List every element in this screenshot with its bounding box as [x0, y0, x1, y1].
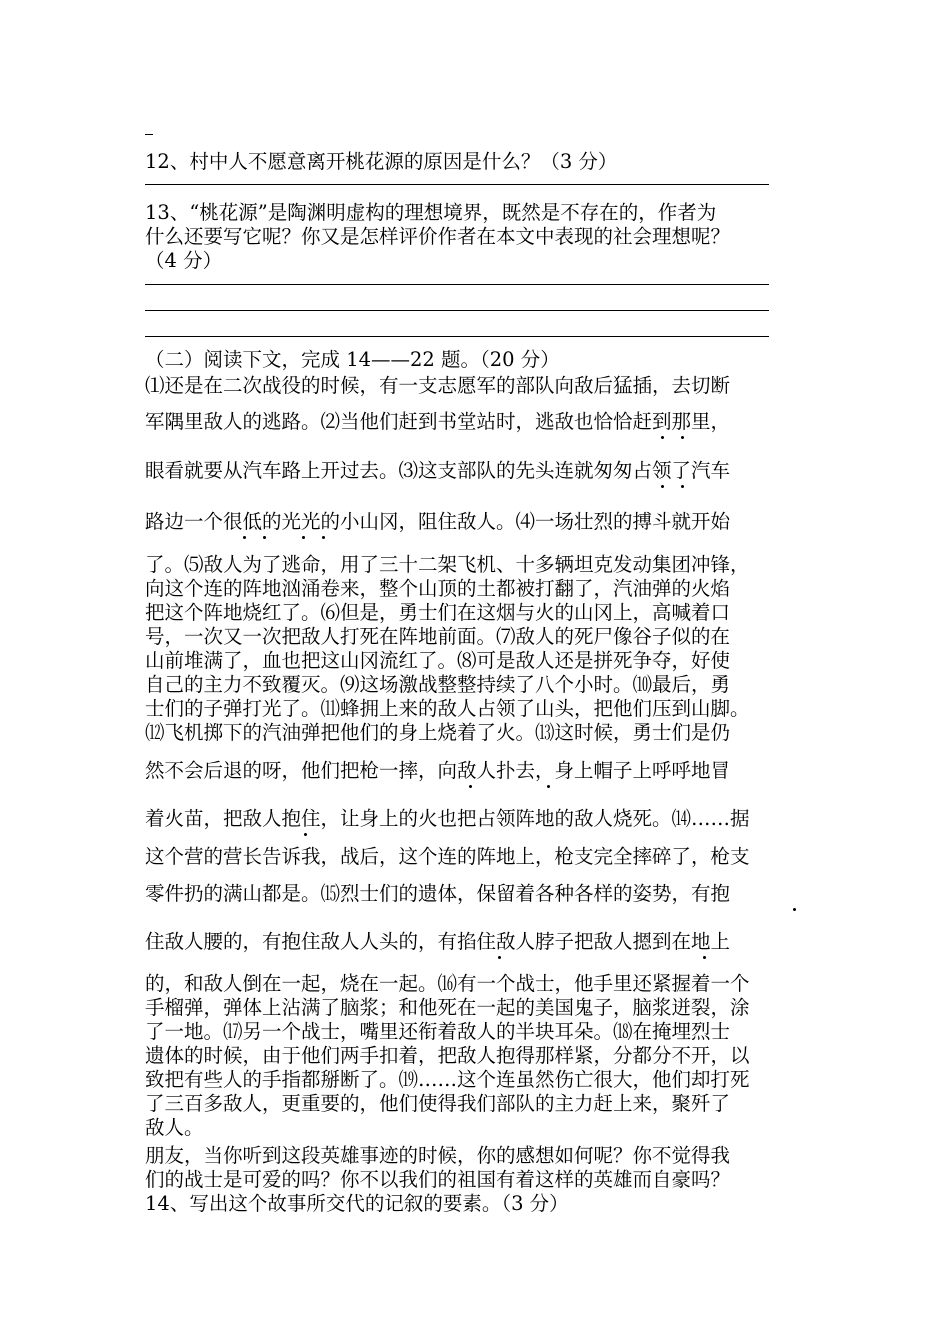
- emphasis-dot: [243, 536, 246, 539]
- passage-line: 朋友，当你听到这段英雄事迹的时候，你的感想如何呢？你不觉得我: [145, 1144, 731, 1167]
- passage-line: 的，和敌人倒在一起，烧在一起。⒃有一个战士，他手里还紧握着一个: [145, 972, 750, 995]
- emphasis-dot: [322, 536, 325, 539]
- answer-line-q13-3[interactable]: [145, 336, 769, 337]
- passage-line: 了三百多敌人，更重要的，他们使得我们部队的主力赶上来，聚歼了: [145, 1092, 731, 1115]
- answer-line-q13-1[interactable]: [145, 284, 769, 285]
- question-14: 14、写出这个故事所交代的记叙的要素。（3 分）: [145, 1192, 569, 1215]
- passage-line: 遗体的时候，由于他们两手扣着，把敌人抱得那样紧，分都分不开，以: [145, 1044, 750, 1067]
- question-12: 12、村中人不愿意离开桃花源的原因是什么？（3 分）: [145, 150, 618, 173]
- passage-line: 路边一个很低的光光的小山冈，阻住敌人。⑷一场壮烈的搏斗就开始: [145, 510, 731, 533]
- passage-line: 士们的子弹打光了。⑾蜂拥上来的敌人占领了山头，把他们压到山脚。: [145, 697, 750, 720]
- passage-line: 了。⑸敌人为了逃命，用了三十二架飞机、十多辆坦克发动集团冲锋，: [145, 553, 750, 576]
- passage-line: 军隅里敌人的逃路。⑵当他们赶到书堂站时，逃敌也恰恰赶到那里，: [145, 410, 731, 433]
- emphasis-dot: [263, 536, 266, 539]
- emphasis-dot: [469, 785, 472, 788]
- passage-line: 了一地。⒄另一个战士，嘴里还衔着敌人的半块耳朵。⒅在掩埋烈士: [145, 1020, 731, 1043]
- passage-line: 眼看就要从汽车路上开过去。⑶这支部队的先头连就匆匆占领了汽车: [145, 459, 731, 482]
- passage-line: 致把有些人的手指都掰断了。⒆……这个连虽然伤亡很大，他们却打死: [145, 1068, 750, 1091]
- passage-line: 住敌人腰的，有抱住敌人人头的，有掐住敌人脖子把敌人摁到在地上: [145, 930, 731, 953]
- emphasis-dot: [793, 908, 796, 911]
- emphasis-dot: [302, 536, 305, 539]
- passage-line: ⑴还是在二次战役的时候，有一支志愿军的部队向敌后猛插，去切断: [145, 374, 731, 397]
- emphasis-dot: [681, 436, 684, 439]
- question-13-line-2: 什么还要写它呢？你又是怎样评价作者在本文中表现的社会理想呢？: [145, 225, 731, 248]
- passage-line: 山前堆满了，血也把这山冈流红了。⑻可是敌人还是拼死争夺，好使: [145, 649, 731, 672]
- passage-line: ⑿飞机掷下的汽油弹把他们的身上烧着了火。⒀这时候，勇士们是仍: [145, 721, 731, 744]
- passage-line: 把这个阵地烧红了。⑹但是，勇士们在这烟与火的山冈上，高喊着口: [145, 601, 731, 624]
- emphasis-dot: [304, 833, 307, 836]
- passage-line: 然不会后退的呀，他们把枪一摔，向敌人扑去，身上帽子上呼呼地冒: [145, 759, 731, 782]
- emphasis-dot: [703, 956, 706, 959]
- answer-line-q13-2[interactable]: [145, 310, 769, 311]
- section-2-heading: （二）阅读下文，完成 14——22 题。（20 分）: [145, 348, 560, 371]
- passage-line: 零件扔的满山都是。⒂烈士们的遗体，保留着各种各样的姿势，有抱: [145, 882, 731, 905]
- passage-line: 着火苗，把敌人抱住，让身上的火也把占领阵地的敌人烧死。⒁……据: [145, 807, 750, 830]
- passage-line: 们的战士是可爱的吗？你不以我们的祖国有着这样的英雄而自豪吗？: [145, 1168, 731, 1191]
- answer-line-fragment: [145, 134, 153, 135]
- emphasis-dot: [661, 485, 664, 488]
- passage-line: 自己的主力不致覆灭。⑼这场激战整整持续了八个小时。⑽最后，勇: [145, 673, 731, 696]
- emphasis-dot: [681, 485, 684, 488]
- emphasis-dot: [547, 785, 550, 788]
- emphasis-dot: [661, 436, 664, 439]
- passage-line: 手榴弹，弹体上沾满了脑浆；和他死在一起的美国鬼子，脑浆迸裂，涂: [145, 996, 750, 1019]
- question-13-line-3: （4 分）: [145, 249, 223, 272]
- passage-line: 这个营的营长告诉我，战后，这个连的阵地上，枪支完全摔碎了，枪支: [145, 845, 750, 868]
- answer-line-q12[interactable]: [145, 184, 769, 185]
- passage-line: 敌人。: [145, 1116, 204, 1139]
- question-13-line-1: 13、“桃花源”是陶渊明虚构的理想境界，既然是不存在的，作者为: [145, 201, 717, 224]
- passage-line: 号，一次又一次把敌人打死在阵地前面。⑺敌人的死尸像谷子似的在: [145, 625, 731, 648]
- emphasis-dot: [498, 956, 501, 959]
- passage-line: 向这个连的阵地汹涌卷来，整个山顶的土都被打翻了，汽油弹的火焰: [145, 577, 731, 600]
